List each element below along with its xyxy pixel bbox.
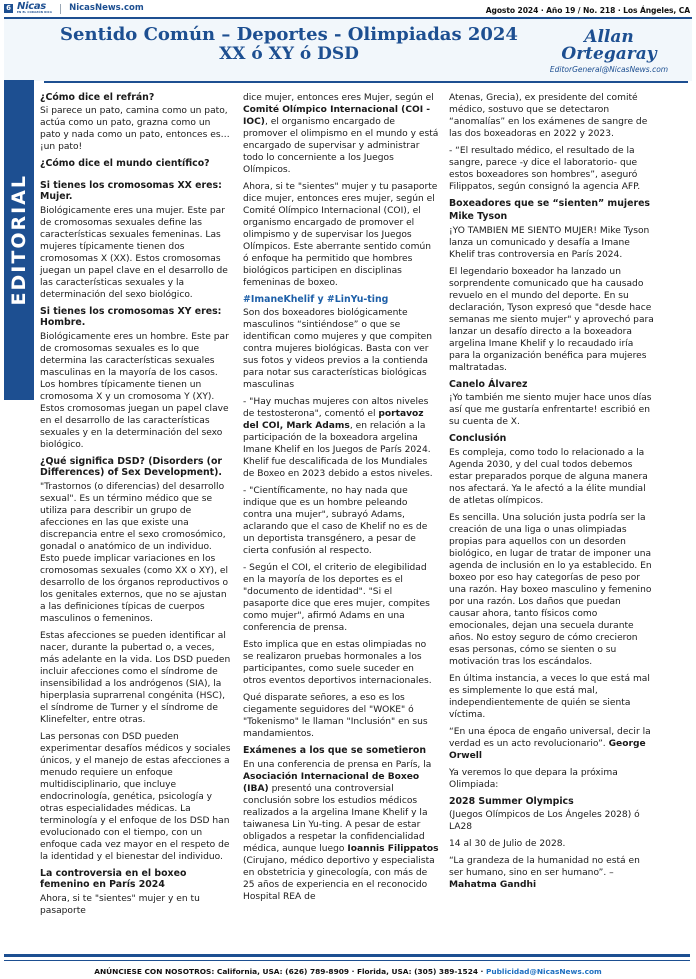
para-coi-criterio: - Según el COI, el criterio de elegibilidad en la mayoría de los deportes es el "documento de identidad". "Si el pasaporte dice que eres mujer, compites como mujer", afirmó Adams en una conferencia de prensa. bbox=[243, 563, 430, 634]
author-name: Allan Ortegaray bbox=[561, 27, 657, 64]
para-iba-a: En una conferencia de prensa en París, la bbox=[243, 759, 432, 770]
heading-mike-tyson: Mike Tyson bbox=[449, 211, 508, 223]
para-conclusion-3: En última instancia, a veces lo que está mal es simplemente lo que está mal, independientemente de quién se sienta víctima. bbox=[449, 673, 650, 720]
para-tyson-2: El legendario boxeador ha lanzado un sorprendente comunicado que ha causado revuelo en el mundo del deporte. En su declaración, Tyson expresó que "desde hace semanas me siento mujer" y aprovechó para lanzar un desafío directo a la boxeadora argelina Imane Khelif y lo recaudado iría para la organización benéfica para mujeres maltratadas. bbox=[449, 266, 654, 373]
heading-la28: 2028 Summer Olympics bbox=[449, 795, 574, 807]
heading-xy: Si tienes los cromosomas XY eres: Hombre. bbox=[40, 305, 222, 329]
para-conclusion-2: Es sencilla. Una solución justa podría ser la creación de una liga o unas olimpiadas propias para aquellos con un desorden biológico, en lugar de tratar de imponer una agenda de inclusión en lo ya establecido. En boxeo por eso hay categorías de peso por una razón. Hay boxeo masculino y femenino por una razón. Los daños que puedan causar ahora, tanto físicos como emocionales, dejan una secuela durante años. No estoy seguro de cómo crecieron esas personas, cómo se sienten o su motivación tras los escándalos. bbox=[449, 512, 652, 667]
page-title-line2: XX ó XY ó DSD bbox=[219, 44, 359, 65]
article-column-3 bbox=[449, 92, 654, 950]
heading-controversia: La controversia en el boxeo femenino en París 2024 bbox=[40, 867, 187, 891]
para-coi-a: dice mujer, entonces eres Mujer, según el bbox=[243, 93, 434, 103]
spacer bbox=[40, 172, 233, 180]
site-url[interactable]: NicasNews.com bbox=[69, 3, 144, 14]
para-adams-2: - "Científicamente, no hay nada que indique que es un hombre peleando contra una mujer", subrayó Adams, aclarando que el caso de Khelif no es de un deportista transgénero, a pesar de cierta confusión al respecto. bbox=[243, 486, 428, 557]
title-banner bbox=[4, 19, 692, 81]
author-email[interactable]: EditorGeneral@NicasNews.com bbox=[549, 65, 669, 74]
section-tab-editorial bbox=[4, 80, 34, 400]
para-adams-1 bbox=[243, 396, 439, 480]
quote-gandhi bbox=[449, 855, 654, 891]
nicas-logo[interactable] bbox=[17, 2, 52, 15]
para-canelo: ¡Yo también me siento mujer hace unos días así que me gustaría enfrentarte! escribió en su cuenta de X. bbox=[449, 393, 652, 428]
quote-gandhi-text: “La grandeza de la humanidad no está en ser humano, sino en ser humano”. – bbox=[449, 856, 640, 879]
footer-email-link[interactable]: Publicidad@NicasNews.com bbox=[485, 967, 602, 976]
logo-wordmark: Nicas bbox=[17, 1, 46, 13]
logo-tagline: EN EL CORAZÓN NICA bbox=[17, 11, 53, 15]
section-tab-label: EDITORIAL bbox=[8, 174, 30, 306]
article-column-2 bbox=[243, 92, 439, 950]
page-title bbox=[44, 25, 534, 64]
footer-rule-thin bbox=[4, 960, 690, 961]
footer-text: ANÚNCIESE CON NOSOTROS: California, USA: (626) 789-8909 · Florida, USA: (305) 389-1524 · bbox=[94, 967, 486, 976]
para-controversia: Ahora, si te "sientes" mujer y en tu pasaporte bbox=[40, 893, 200, 916]
para-refran: Si parece un pato, camina como un pato, actúa como un pato, grazna como un pato y nada como un pato, entonces es… ¡un pato! bbox=[40, 106, 230, 153]
heading-hashtags bbox=[243, 294, 439, 305]
quote-orwell-text: “En una época de engaño universal, decir la verdad es un acto revolucionario”. bbox=[449, 726, 651, 749]
para-xy: Biológicamente eres un hombre. Este par de cromosomas sexuales es lo que determina las características sexuales masculinas en la mayoría de los casos. Los hombres típicamente tienen un cromosoma X y un cromosoma Y (XY). Estos cromosomas juegan un papel clave en el desarrollo de las características sexuales y en la determinación del sexo biológico. bbox=[40, 331, 229, 450]
page-number-badge: 6 bbox=[4, 4, 13, 13]
para-resultado: - “El resultado médico, el resultado de la sangre, parece -y dice el laboratorio- que estos boxeadores son hombres”, aseguró Filippatos, según consignó la agencia AFP. bbox=[449, 146, 641, 192]
para-tyson-1: ¡YO TAMBIEN ME SIENTO MUJER! Mike Tyson lanza un comunicado y desafía a Imane Khelif tras controversia en París 2024. bbox=[449, 225, 650, 260]
title-rule bbox=[44, 81, 688, 83]
para-iba-bold-1: Asociación Internacional de Boxeo (IBA) bbox=[243, 771, 420, 794]
para-iba-bold-2: Ioannis Filippatos bbox=[347, 843, 439, 854]
heading-conclusion: Conclusión bbox=[449, 433, 507, 445]
para-adams-1-bold: portavoz del COI, Mark Adams bbox=[243, 409, 424, 432]
para-proxima-olimpiada: Ya veremos lo que depara la próxima Olimpiada: bbox=[449, 767, 618, 790]
para-la28: (Juegos Olímpicos de Los Ángeles 2028) ó LA28 bbox=[449, 810, 640, 833]
masthead bbox=[0, 0, 696, 15]
para-conclusion-1: Es compleja, como todo lo relacionado a la Agenda 2030, y del cual todos debemos estar preparados porque de alguna manera nos afectará. Ya le afectó a la élite mundial de atletas olímpicos. bbox=[449, 447, 648, 506]
heading-dsd: ¿Qué significa DSD? (Disorders (or Differences) of Sex Development). bbox=[40, 455, 223, 479]
heading-cientifico: ¿Cómo dice el mundo científico? bbox=[40, 158, 210, 170]
para-iba-c: presentó una controversial conclusión sobre los estudios médicos realizados a la argelina Imane Khelif y la taiwanesa Lin Yu-ting. A pesar de estar obligados a respetar la confidencialidad médica, aunque luego bbox=[243, 783, 428, 854]
para-coi bbox=[243, 92, 439, 176]
para-coi-bold: Comité Olímpico Internacional (COI - IOC) bbox=[243, 105, 431, 127]
para-adams-1-a: - "Hay muchas mujeres con altos niveles de testosterona", comentó el bbox=[243, 397, 429, 420]
hashtag-separator: y bbox=[314, 294, 327, 305]
quote-orwell-attribution: George Orwell bbox=[449, 738, 646, 761]
para-implica: Esto implica que en estas olimpiadas no se realizaron pruebas hormonales a los participantes, como suele suceder en otros eventos deportivos internacionales. bbox=[243, 640, 432, 687]
hashtag-lin-yu-ting[interactable]: #LinYu-ting bbox=[326, 294, 389, 305]
masthead-divider bbox=[60, 4, 61, 14]
masthead-logo-block bbox=[4, 2, 144, 15]
quote-orwell bbox=[449, 726, 654, 762]
article-body bbox=[40, 92, 690, 950]
para-disparate: Qué disparate señores, a eso es los ciegamente seguidores del "WOKE" ó "Tokenismo" le llaman "Inclusión" en sus mandamientos. bbox=[243, 693, 428, 740]
footer-contact bbox=[0, 967, 696, 976]
heading-canelo-alvarez: Canelo Álvarez bbox=[449, 378, 528, 390]
para-iba-e: (Cirujano, médico deportivo y especialista en obstetricia y ginecología, con más de 25 años de experiencia en el reconocido Hospital REA de bbox=[243, 855, 435, 902]
para-coi-c: , el organismo encargado de promover el olimpismo en el mundo y está encargado de supervisar y administrar todo lo concerniente a los Juegos Olímpicos. bbox=[243, 117, 439, 175]
heading-examenes: Exámenes a los que se sometieron bbox=[243, 745, 427, 757]
hashtag-imane-khelif[interactable]: #ImaneKhelif bbox=[243, 294, 315, 305]
para-ahora: Ahora, si te "sientes" mujer y tu pasaporte dice mujer, entonces eres mujer, según el Comité Olímpico Internacional (COI), el organismo encargado de promover el olimpismo y de supervisar los Juegos Olímpicos. Este aberrante sentido común ó enfoque ha permitido que hombres biológicos participen en disciplinas femeninas de boxeo. bbox=[243, 182, 438, 288]
para-dsd-1: "Trastornos (o diferencias) del desarrollo sexual". Es un término médico que se utiliza para describir un grupo de afecciones en las que existe una discrepancia entre el sexo cromosómico, gonadal o anatómico de un individuo. Esto puede implicar variaciones en los cromosomas sexuales (como XX o XY), el desarrollo de los órganos reproductivos o los genitales externos, que no se ajustan a las definiciones típicas de cuerpos masculinos o femeninos. bbox=[40, 481, 229, 624]
page-title-line1: Sentido Común – Deportes - Olimpiadas 2024 bbox=[60, 24, 518, 45]
issue-info: Agosto 2024 · Año 19 / No. 218 · Los Ángeles, CA bbox=[485, 6, 690, 16]
article-column-1 bbox=[40, 92, 233, 950]
byline bbox=[534, 25, 684, 74]
para-iba bbox=[243, 759, 439, 903]
quote-gandhi-attribution: Mahatma Gandhi bbox=[449, 880, 537, 891]
para-atenas: Atenas, Grecia), ex presidente del comité médico, sostuvo que se detectaron “anomalías” en los exámenes de sangre de las dos boxeadoras en 2022 y 2023. bbox=[449, 93, 648, 139]
para-la28-fechas: 14 al 30 de Julio de 2028. bbox=[449, 839, 566, 850]
heading-sienten-mujeres: Boxeadores que se “sienten” mujeres bbox=[449, 198, 651, 209]
para-dsd-3: Las personas con DSD pueden experimentar desafíos médicos y sociales únicos, y el manejo de estas afecciones a menudo requiere un enfoque multidisciplinario, que incluye endocrinología, genética, psicología y otras especialidades médicas. La terminología y el enfoque de los DSD han evolucionado con el tiempo, con un enfoque cada vez mayor en el respeto de la identidad y el bienestar del individuo. bbox=[40, 731, 231, 862]
heading-refran: ¿Cómo dice el refrán? bbox=[40, 92, 155, 103]
para-dsd-2: Estas afecciones se pueden identificar al nacer, durante la pubertad o, a veces, más adelante en la vida. Los DSD pueden incluir afecciones como el síndrome de insensibilidad a los andrógenos (SIA), la hiperplasia suprarrenal congénita (HSC), el síndrome de Turner y el síndrome de Klinefelter, entre otras. bbox=[40, 630, 231, 725]
para-son-dos: Son dos boxeadores biológicamente masculinos “sintiéndose” o que se identifican como mujeres y que compiten contra mujeres biológicas. Basta con ver sus fotos y videos previos a la contienda para notar sus características biológicas masculinas bbox=[243, 308, 433, 391]
footer-rule-thick bbox=[4, 954, 690, 957]
heading-xx: Si tienes los cromosomas XX eres: Mujer. bbox=[40, 179, 222, 203]
para-xx: Biológicamente eres una mujer. Este par de cromosomas sexuales define las características sexuales femeninas. Las mujeres típicamente tienen dos cromosomas X (XX). Estos cromosomas juegan un papel clave en el desarrollo de las características sexuales y la determinación del sexo biológico. bbox=[40, 205, 228, 300]
para-adams-1-c: , en relación a la participación de la boxeadora argelina Imane Khelif en los Juegos de París 2024. Khelif fue descalificada de los Mundiales de Boxeo en 2023 debido a estos niveles. bbox=[243, 421, 433, 480]
